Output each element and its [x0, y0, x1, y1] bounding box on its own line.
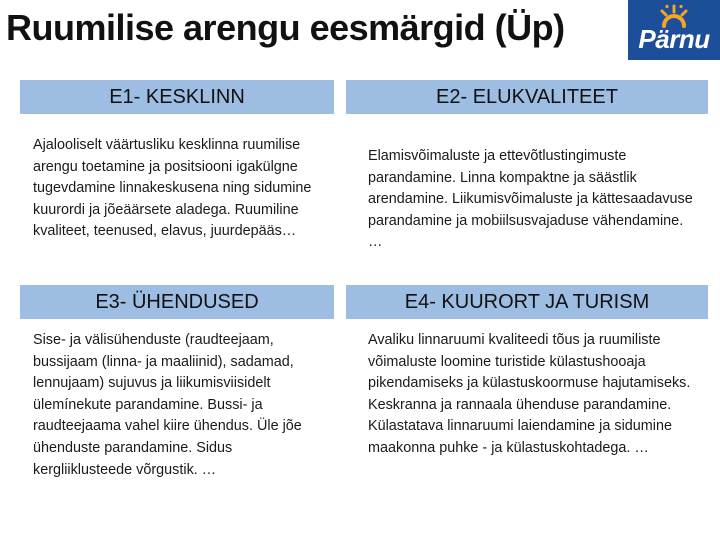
goal-header-e3: E3- ÜHENDUSED — [20, 285, 334, 319]
goal-header-e2: E2- ELUKVALITEET — [346, 80, 708, 114]
logo-wordmark: Pärnu — [638, 24, 710, 54]
parnu-logo — [628, 0, 720, 60]
goal-text-e4: Avaliku linnaruumi kvaliteedi tõus ja ruumiliste võimaluste loomine turistide külastushooaja pikendamiseks ja külastuskoormuse hajutamiseks. Keskranna ja rannaala ühenduse parandamine. Külastatava linnaruumi laiendamine ja sidumine maakonna puhke - ja külastuskohtadega. … — [368, 332, 691, 456]
goal-header-e1: E1- KESKLINN — [20, 80, 334, 114]
slide-title: Ruumilise arengu eesmärgid (Üp) — [6, 7, 565, 48]
goal-header-e4: E4- KUURORT JA TURISM — [346, 285, 708, 319]
goal-text-e1: Ajalooliselt väärtusliku kesklinna ruumilise arengu toetamine ja positsiooni igakülgne tugevdamine linnakeskusena ning sidumine kuurordi ja jõeäärsete aladega. Ruumiline kvaliteet, teenused, elavus, juurdepääs… — [33, 137, 312, 240]
goal-text-e3: Sise- ja välisühenduste (raudteejaam, bussijaam (linna- ja maaliinid), sadamad, lennujaam) sujuvus ja liikumisviisidelt ülemínekute parandamine. Bussi- ja raudteejaama vahel kiire ühendus. Üle jõe ühenduste parandamine. Sidus kergliiklusteede võrgustik. … — [33, 332, 302, 478]
goal-text-e2: Elamisvõimaluste ja ettevõtlustingimuste parandamine. Linna kompaktne ja säästlik arendamine. Liikumisvõimaluste ja kättesaadavuse parandamine ja mobiilsusvajaduse vähendamine. … — [368, 148, 693, 251]
